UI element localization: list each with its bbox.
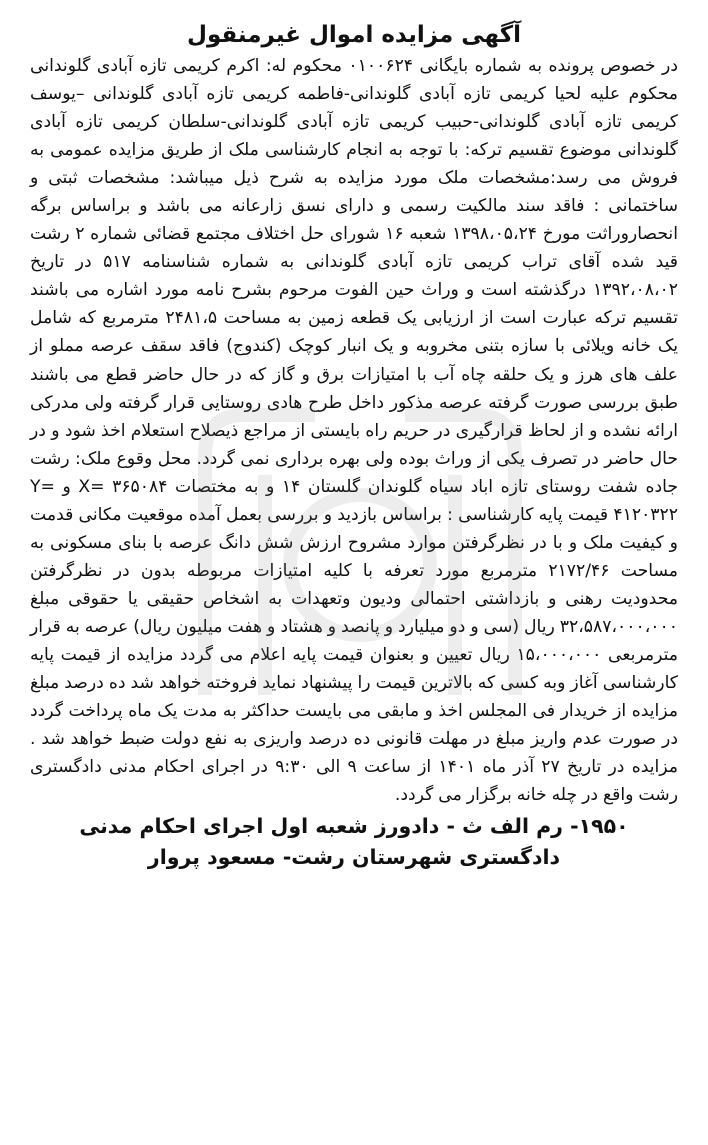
notice-signature: ۱۹۵۰- رم الف ث - دادورز شعبه اول اجرای احکام مدنی دادگستری شهرستان رشت- مسعود پروار [79, 814, 629, 870]
notice-title: آگهی مزایده اموال غیرمنقول [186, 22, 522, 48]
notice-body: در خصوص پرونده به شماره بایگانی ۰۱۰۰۶۲۴ محکوم له: اکرم کریمی تازه آبادی گلوندانی محکوم علیه لحیا کریمی تازه آبادی گلوندانی-فاطمه کریمی تازه آبادی گلوندانی –یوسف کریمی تازه آبادی گلوندانی-حبیب کریمی تازه آبادی گلوندانی-سلطان کریمی تازه آبادی گلوندانی موضوع تقسیم ترکه: با توجه به انجام کارشناسی ملک از طریق مزایده عمومی به فروش می رسد:مشخصات ملک مورد مزایده به شرح ذیل میباشد: مشخصات ثبتی و ساختمانی : فاقد سند مالکیت رسمی و دارای نسق زارعانه می باشد و براساس برگه انحصاروراثت مورخ ۱۳۹۸،۰۵،۲۴ شعبه ۱۶ شورای حل اختلاف مجتمع قضائی شماره ۲ رشت قید شده آقای تراب کریمی تازه آبادی گلوندانی به شماره شناسنامه ۵۱۷ در تاریخ ۱۳۹۲،۰۸،۰۲ درگذشته است و وراث حین الفوت مرحوم بشرح نامه مورد اشاره می باشند تقسیم ترکه عبارت است از ارزیابی یک قطعه زمین به مساحت ۲۴۸۱،۵ مترمربع که شامل یک خانه ویلائی با سازه بتنی مخروبه و یک انبار کوچک (کندوج) فاقد سقف عرصه مملو از علف های هرز و یک حلقه چاه آب با امتیازات برق و گاز که در حال حاضر قطع می باشند طبق بررسی صورت گرفته عرصه مذکور داخل طرح هادی روستایی قرار گرفته ولی مدرکی ارائه نشده و از لحاظ قرارگیری در حریم راه بایستی از مراجع ذیصلاح استعلام اخذ شود و در حال حاضر در تصرف یکی از وراث بوده ولی بهره برداری نمی گردد. محل وقوع ملک: رشت جاده شفت روستای تازه اباد سیاه گلوندان گلستان ۱۴ و به مختصات X= ۳۶۵۰۸۴ و Y= ۴۱۲۰۳۲۲ قیمت پایه کارشناسی : براساس بازدید و بررسی بعمل آمده موقعیت مکانی قدمت و کیفیت ملک و با در نظرگرفتن موارد مشروح ارزش شش دانگ عرصه با بنای مسکونی به مساحت ۲۱۷۲/۴۶ مترمربع مورد تعرفه با کلیه امتیازات مربوطه بدون در نظرگرفتن محدودیت رهنی و بازداشتی احتمالی ودیون وتعهدات به اشخاص حقیقی یا حقوقی مبلغ ۳۲،۵۸۷،۰۰۰،۰۰۰ ریال (سی و دو میلیارد و پانصد و هشتاد و هفت میلیون ریال) عرصه به قرار مترمربعی ۱۵،۰۰۰،۰۰۰ ریال تعیین و بعنوان قیمت پایه اعلام می گردد مزایده از قیمت پایه کارشناسی آغاز وبه کسی که بالاترین قیمت را پیشنهاد نماید فروخته خواهد شد ده درصد مبلغ مزایده از خریدار فی المجلس اخذ و مابقی می بایست حداکثر به مدت یک ماه پرداخت گردد در صورت عدم واریز مبلغ در مهلت قانونی ده درصد واریزی به نفع دولت ضبط خواهد شد . مزایده در تاریخ ۲۷ آذر ماه ۱۴۰۱ از ساعت ۹ الی ۹:۳۰ در اجرای احکام مدنی دادگستری رشت واقع در چله خانه برگزار می گردد. [30, 56, 679, 806]
